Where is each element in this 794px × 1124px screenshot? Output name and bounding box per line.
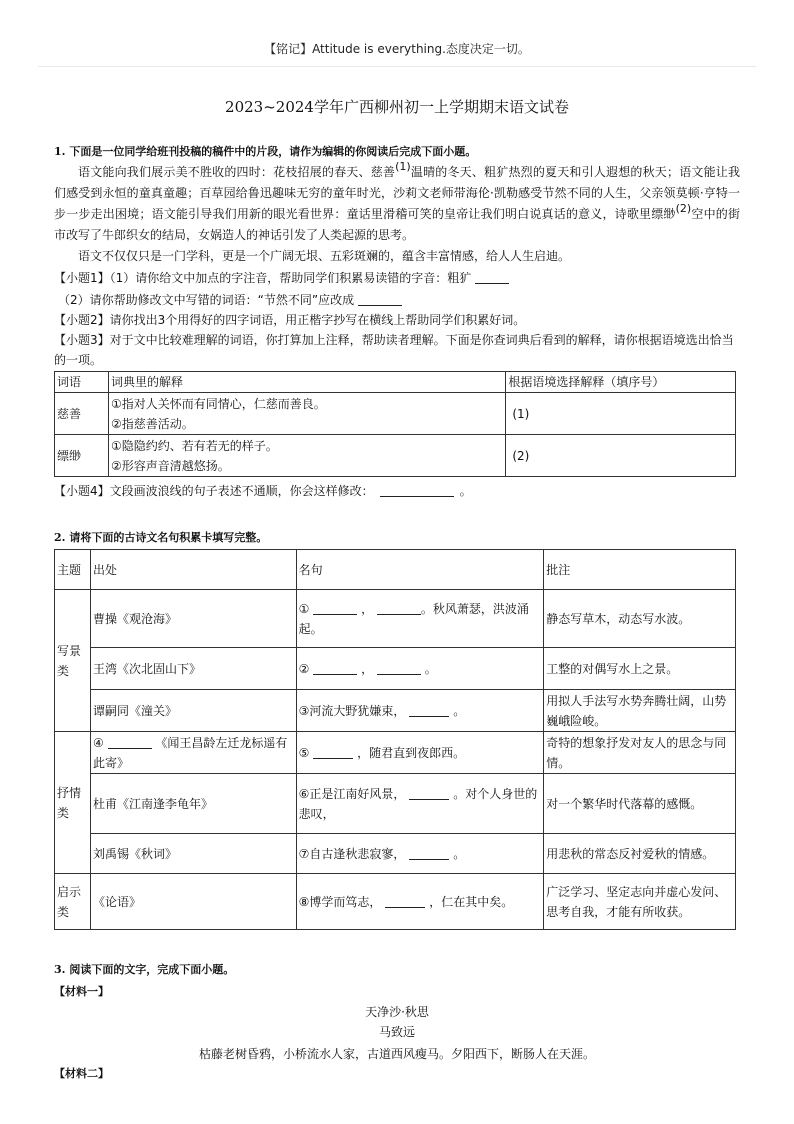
- table-header-word: 词语: [55, 372, 109, 393]
- table-header-choice: 根据语境选择解释（填序号）: [506, 372, 736, 393]
- table-row: [55, 732, 736, 774]
- quote-cell: [296, 690, 544, 732]
- table-row: [55, 690, 736, 732]
- table-row: [55, 834, 736, 874]
- passage-part-a: 语文能向我们展示美不胜收的四时：花枝招展的春天、慈善: [78, 165, 396, 179]
- theme-cell: 写景类: [55, 590, 91, 732]
- source-cell: 刘禹锡《秋词》: [90, 834, 296, 874]
- question-3-heading: 3. 阅读下面的文字，完成下面小题。: [54, 963, 235, 976]
- answer-blank[interactable]: [385, 894, 425, 908]
- subquestion-1b-text: （2）请你帮助修改文中写错的词语：“节然不同”应改成: [58, 293, 355, 307]
- source-cell: 《论语》: [90, 874, 296, 930]
- table-header-source: 出处: [90, 550, 296, 590]
- table-header-annotation: 批注: [544, 550, 736, 590]
- subquestion-1a-text: 【小题1】（1）请你给文中加点的字注音，帮助同学们积累易读错的字音：粗犷: [54, 271, 472, 285]
- quote-prefix: ②: [298, 661, 310, 676]
- quote-suffix: 。秋风萧瑟，洪波涌起。: [298, 601, 529, 636]
- material-2-label: 【材料二】: [54, 1067, 109, 1080]
- footnote-marker-2: (2): [675, 202, 692, 215]
- answer-blank-1b[interactable]: [358, 292, 402, 306]
- poetry-card-table: [54, 549, 736, 930]
- quote-prefix: ③河流大野犹嫌束，: [298, 703, 406, 718]
- theme-cell: 抒情类: [55, 732, 91, 874]
- subquestion-1b: [58, 290, 402, 310]
- quote-suffix: 。: [453, 703, 466, 718]
- poem-author: 马致远: [378, 1025, 415, 1039]
- answer-blank-4[interactable]: [380, 483, 454, 497]
- question-1-passage: [54, 162, 740, 246]
- poem-title: 天净沙·秋思: [365, 1005, 429, 1019]
- passage-part-c: 空中的街市改写了牛郎织女的结局，女娲造人的神话引发了人类起源的思考。: [54, 207, 740, 242]
- quote-prefix: ①: [298, 601, 310, 616]
- definition-option: ②指慈善活动。: [110, 416, 194, 431]
- table-definitions: [108, 393, 505, 435]
- source-title: 《闻王昌龄左迁龙标遥有此寄》: [92, 735, 288, 770]
- table-definitions: [108, 435, 505, 477]
- source-cell: [90, 732, 296, 774]
- theme-cell: 启示类: [55, 874, 91, 930]
- quote-suffix: 。对个人身世的悲叹，: [298, 786, 538, 821]
- quote-cell: [296, 874, 544, 930]
- subquestion-3-line-2: 的一项。: [54, 353, 103, 367]
- definition-option: ②形容声音清越悠扬。: [110, 458, 230, 473]
- source-cell: 杜甫《江南逢李龟年》: [90, 774, 296, 834]
- answer-blank[interactable]: [377, 601, 421, 615]
- quote-mid: ，: [361, 601, 374, 616]
- answer-blank[interactable]: [108, 735, 152, 749]
- quote-prefix: ⑦自古逢秋悲寂寥，: [298, 846, 406, 861]
- subquestion-4-end: 。: [459, 484, 472, 498]
- table-row: [55, 874, 736, 930]
- table-row: [55, 590, 736, 648]
- table-header-theme: 主题: [55, 550, 91, 590]
- answer-blank[interactable]: [313, 661, 357, 675]
- table-header-definition: 词典里的解释: [108, 372, 505, 393]
- answer-blank[interactable]: [377, 661, 421, 675]
- table-word: 慈善: [55, 393, 109, 435]
- header-motto: 【铭记】Attitude is everything.态度决定一切。: [264, 42, 530, 56]
- header-divider: [38, 66, 756, 67]
- quote-suffix: 。: [424, 661, 437, 676]
- definitions-table: [54, 371, 736, 477]
- quote-prefix: ⑥正是江南好风景，: [298, 786, 406, 801]
- question-1-heading: 1. 下面是一位同学给班刊投稿的稿件中的片段，请作为编辑的你阅读后完成下面小题。: [54, 145, 477, 158]
- answer-blank[interactable]: [313, 601, 357, 615]
- subquestion-4-text: 【小题4】文段画波浪线的句子表述不通顺，你会这样修改：: [54, 484, 374, 498]
- source-cell: 王湾《次北固山下》: [90, 648, 296, 690]
- quote-cell: [296, 834, 544, 874]
- table-word: 缥缈: [55, 435, 109, 477]
- annotation-cell: 用拟人手法写水势奔腾壮阔，山势巍峨险峻。: [544, 690, 736, 732]
- annotation-cell: 工整的对偶写水上之景。: [544, 648, 736, 690]
- footnote-marker-1: (1): [395, 160, 411, 173]
- quote-mid: ，: [361, 661, 374, 676]
- table-header-quote: 名句: [296, 550, 544, 590]
- table-row: [55, 648, 736, 690]
- annotation-cell: 广泛学习、坚定志向并虚心发问、思考自我，才能有所收获。: [544, 874, 736, 930]
- table-row: [55, 435, 736, 477]
- source-cell: 曹操《观沧海》: [90, 590, 296, 648]
- source-cell: 谭嗣同《潼关》: [90, 690, 296, 732]
- annotation-cell: 静态写草木，动态写水波。: [544, 590, 736, 648]
- answer-blank[interactable]: [313, 745, 353, 759]
- annotation-cell: 奇特的想象抒发对友人的思念与同情。: [544, 732, 736, 774]
- definition-option: ①隐隐约约、若有若无的样子。: [110, 438, 278, 453]
- annotation-cell: 对一个繁华时代落幕的感慨。: [544, 774, 736, 834]
- source-prefix: ④: [92, 735, 104, 750]
- quote-mid: ，随君直到夜郎西。: [357, 745, 466, 760]
- answer-blank[interactable]: [409, 786, 449, 800]
- quote-cell: [296, 732, 544, 774]
- quote-prefix: ⑤: [298, 745, 310, 760]
- quote-cell: [296, 774, 544, 834]
- answer-cell[interactable]: (1): [506, 393, 736, 435]
- subquestion-4: [54, 481, 472, 501]
- document-title: 2023~2024学年广西柳州初一上学期期末语文试卷: [225, 98, 569, 116]
- answer-blank[interactable]: [409, 703, 449, 717]
- subquestion-3-line-1: 【小题3】对于文中比较难理解的词语，你打算加上注释，帮助读者理解。下面是你查词典后看到的解释，请你根据语境选出恰当: [54, 333, 734, 347]
- quote-suffix: ，仁在其中矣。: [429, 894, 514, 909]
- table-row: [55, 774, 736, 834]
- answer-cell[interactable]: (2): [506, 435, 736, 477]
- subquestion-2: 【小题2】请你找出3个用得好的四字词语，用正楷字抄写在横线上帮助同学们积累好词。: [54, 313, 526, 327]
- passage-part-b: 温晴的冬天、粗犷热烈的夏天和引人遐想的秋天；语文能让我们感受到永恒的童真童趣；百草园给鲁迅趣味无穷的童年时光，沙莉文老师带海伦·凯勒感受节然不同的人生，父亲领莫顿·亨特一步一步走出困境；语文能引导我们用新的眼光看世界：童话里滑稽可笑的皇帝让我们明白说真话的意义，诗歌里缥缈: [54, 165, 740, 221]
- question-2-heading: 2. 请将下面的古诗文名句积累卡填写完整。: [54, 531, 268, 544]
- quote-suffix: 。: [453, 846, 466, 861]
- poem-text: 枯藤老树昏鸦，小桥流水人家，古道西风瘦马。夕阳西下，断肠人在天涯。: [198, 1047, 595, 1061]
- question-1-passage-2: 语文不仅仅只是一门学科，更是一个广阔无垠、五彩斑斓的，蕴含丰富情感，给人人生启迪。: [78, 249, 571, 263]
- quote-cell: [296, 648, 544, 690]
- subquestion-1a: [54, 268, 509, 288]
- definition-option: ①指对人关怀而有同情心，仁慈而善良。: [110, 396, 326, 411]
- annotation-cell: 用悲秋的常态反衬爱秋的情感。: [544, 834, 736, 874]
- table-row: [55, 393, 736, 435]
- quote-cell: [296, 590, 544, 648]
- material-1-label: 【材料一】: [54, 985, 109, 998]
- answer-blank[interactable]: [409, 846, 449, 860]
- quote-prefix: ⑧博学而笃志，: [298, 894, 382, 909]
- answer-blank-1a[interactable]: [475, 270, 509, 284]
